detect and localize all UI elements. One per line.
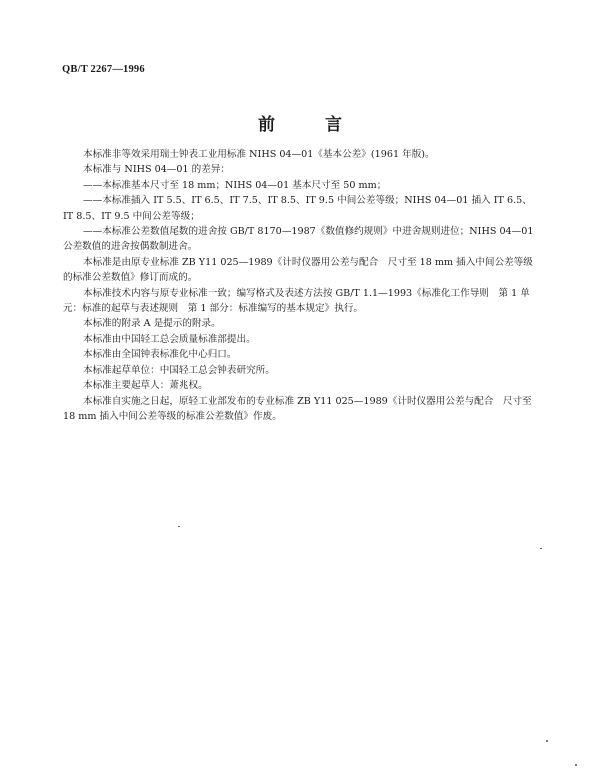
paragraph-centralized-by: 本标准由全国钟表标准化中心归口。 bbox=[83, 349, 237, 361]
scan-speck bbox=[178, 526, 180, 527]
scan-speck bbox=[546, 740, 548, 742]
difference-item-grades: ——本标准插入 IT 5.5、IT 6.5、IT 7.5、IT 8.5、IT 9.5 中间公差等级；NIHS 04—01 插入 IT 6.5、IT 8.5、IT 9.5 中间公差等级； bbox=[63, 195, 532, 222]
foreword-body bbox=[63, 147, 540, 424]
scan-speck bbox=[540, 548, 542, 549]
scan-speck bbox=[575, 764, 577, 766]
paragraph-annex: 本标准的附录 A 是提示的附录。 bbox=[83, 318, 221, 330]
paragraph-differences-intro: 本标准与 NIHS 04—01 的差异： bbox=[83, 164, 231, 176]
difference-item-rounding: ——本标准公差数值尾数的进舍按 GB/T 8170—1987《数值修约规则》中进舍规则进位；NIHS 04—01 公差数值的进舍按偶数制进舍。 bbox=[63, 226, 534, 253]
paragraph-supersedes: 本标准自实施之日起，原轻工业部发布的专业标准 ZB Y11 025—1989《计时仪器用公差与配合 尺寸至 18 mm 插入中间公差等级的标准公差数值》作废。 bbox=[63, 395, 532, 422]
page-title: 前 言 bbox=[258, 115, 342, 135]
paragraph-drafters: 本标准主要起草人：萧兆权。 bbox=[83, 380, 208, 392]
paragraph-revision-source: 本标准是由原专业标准 ZB Y11 025—1989《计时仪器用公差与配合 尺寸至 18 mm 插入中间公差等级的标准公差数值》修订而成的。 bbox=[63, 256, 533, 284]
paragraph-proposed-by: 本标准由中国轻工总会质量标准部提出。 bbox=[83, 333, 256, 345]
difference-item-size: ——本标准基本尺寸至 18 mm；NIHS 04—01 基本尺寸至 50 mm； bbox=[83, 179, 387, 191]
document-number: QB/T 2267—1996 bbox=[62, 64, 145, 75]
paragraph-technical-content: 本标准技术内容与原专业标准一致；编写格式及表述方法按 GB/T 1.1—1993《标准化工作导则 第 1 单元：标准的起草与表述规则 第 1 部分：标准编写的基本规定》执行。 bbox=[63, 287, 530, 315]
paragraph-drafting-unit: 本标准起草单位：中国轻工总会钟表研究所。 bbox=[83, 364, 275, 376]
paragraph-adoption: 本标准非等效采用瑞士钟表工业用标准 NIHS 04—01《基本公差》(1961 年版)。 bbox=[83, 149, 435, 160]
